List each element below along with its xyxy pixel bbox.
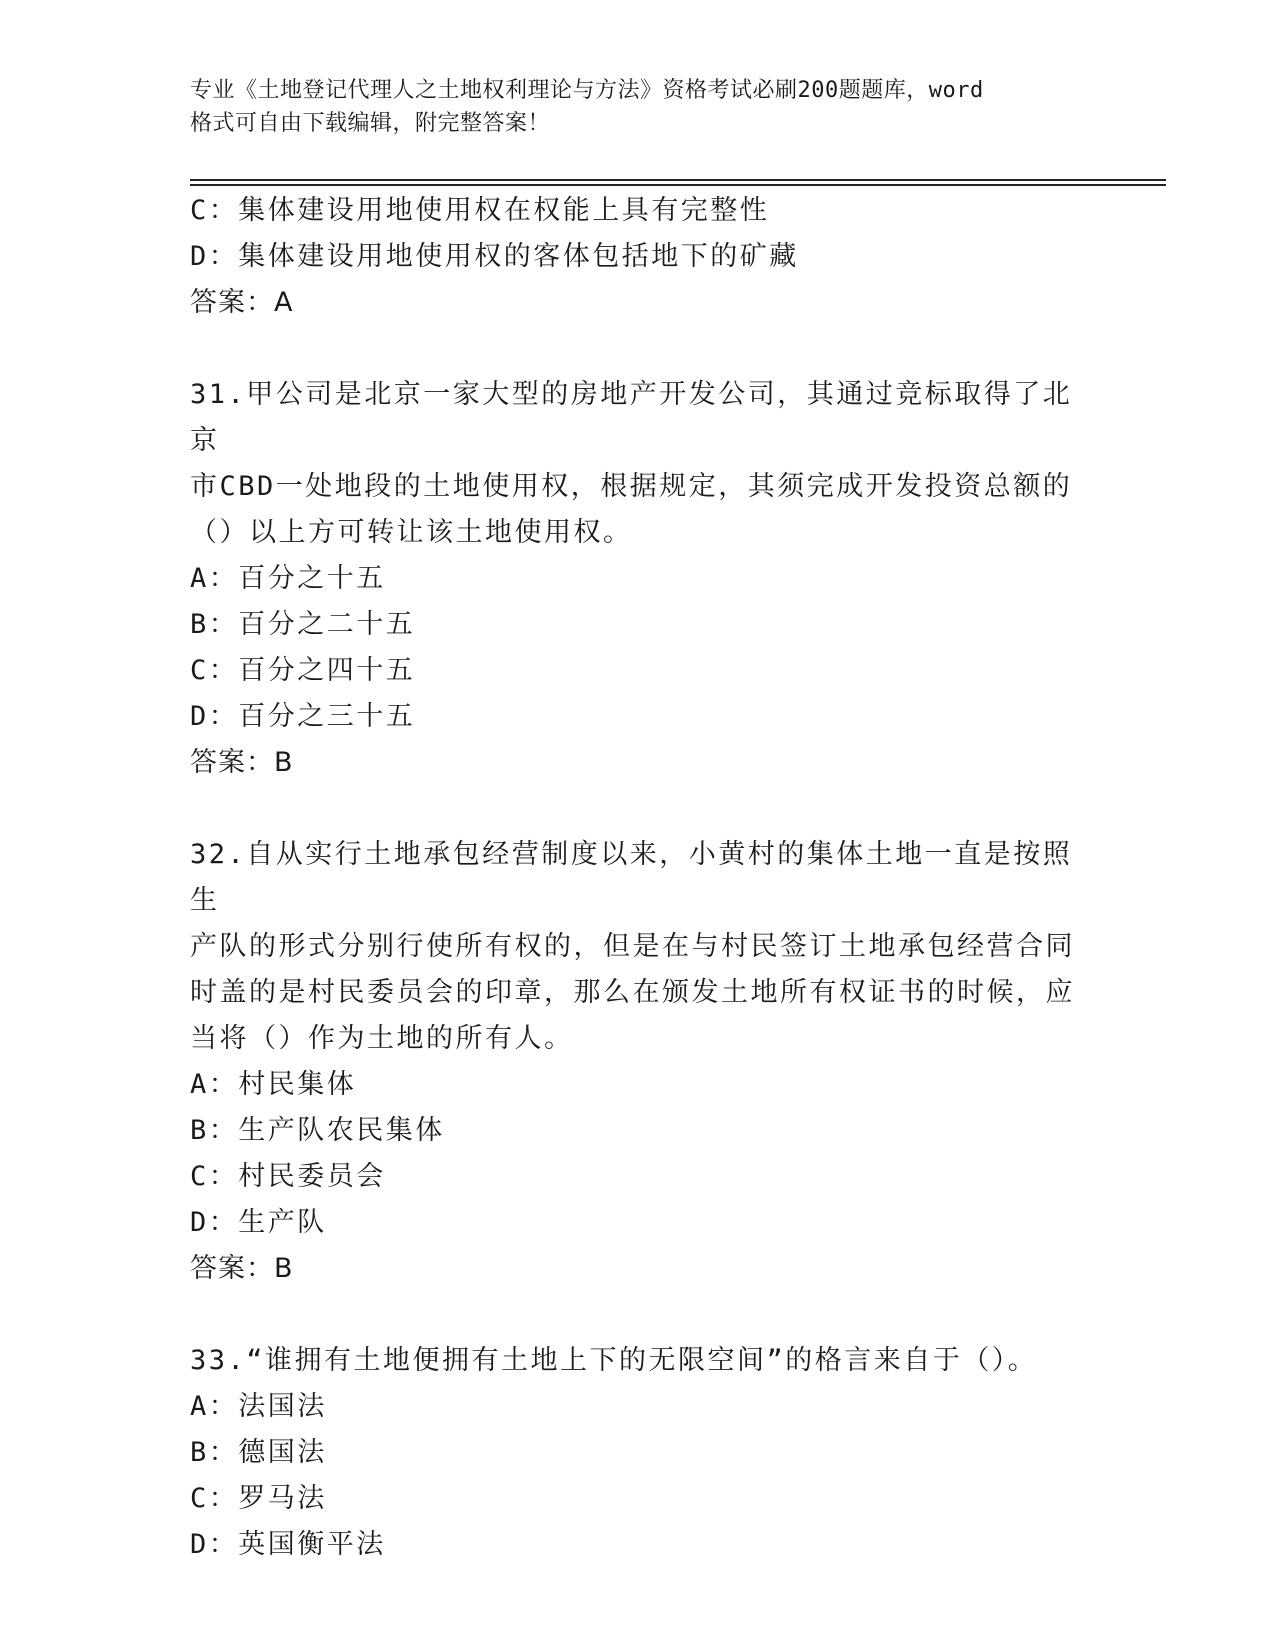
- question-stem-line: 市CBD一处地段的土地使用权，根据规定，其须完成开发投资总额的: [190, 471, 1073, 502]
- option-c: C：村民委员会: [190, 1161, 386, 1192]
- question-stem-line: 时盖的是村民委员会的印章，那么在颁发土地所有权证书的时候，应: [190, 977, 1075, 1008]
- spacer: [190, 786, 1090, 832]
- question-stem-line: 33.“谁拥有土地便拥有土地上下的无限空间”的格言来自于（）。: [190, 1345, 1038, 1376]
- question-31: [190, 372, 1090, 786]
- option-d: D：英国衡平法: [190, 1529, 386, 1560]
- spacer: [190, 326, 1090, 372]
- option-b: B：生产队农民集体: [190, 1115, 445, 1146]
- header-divider-top: [190, 179, 1166, 181]
- option-d: D：生产队: [190, 1207, 327, 1238]
- question-33: [190, 1338, 1090, 1568]
- question-list: [190, 188, 1090, 1568]
- option-a: A：法国法: [190, 1391, 327, 1422]
- question-30-tail: [190, 188, 1090, 326]
- option-c: C：集体建设用地使用权在权能上具有完整性: [190, 195, 770, 226]
- option-b: B：德国法: [190, 1437, 327, 1468]
- question-stem-line: 当将（）作为土地的所有人。: [190, 1023, 574, 1054]
- option-a: A：村民集体: [190, 1069, 357, 1100]
- option-c: C：百分之四十五: [190, 655, 416, 686]
- answer: 答案：B: [190, 747, 294, 778]
- header-divider-bottom: [190, 184, 1166, 186]
- option-d: D：集体建设用地使用权的客体包括地下的矿藏: [190, 241, 799, 272]
- question-stem-line: （）以上方可转让该土地使用权。: [190, 517, 633, 548]
- header-line-1: 专业《土地登记代理人之土地权利理论与方法》资格考试必刷200题题库，word: [190, 78, 984, 103]
- option-c: C：罗马法: [190, 1483, 327, 1514]
- option-b: B：百分之二十五: [190, 609, 416, 640]
- header-line-2: 格式可自由下载编辑，附完整答案！: [190, 111, 551, 136]
- question-stem-line: 产队的形式分别行使所有权的，但是在与村民签订土地承包经营合同: [190, 931, 1075, 962]
- question-stem-line: 31.甲公司是北京一家大型的房地产开发公司，其通过竞标取得了北京: [190, 379, 1073, 456]
- option-d: D：百分之三十五: [190, 701, 416, 732]
- option-a: A：百分之十五: [190, 563, 386, 594]
- spacer: [190, 1292, 1090, 1338]
- question-stem-line: 32.自从实行土地承包经营制度以来，小黄村的集体土地一直是按照生: [190, 839, 1073, 916]
- answer: 答案：B: [190, 1253, 294, 1284]
- document-header: [190, 74, 1090, 140]
- answer: 答案：A: [190, 287, 294, 318]
- question-32: [190, 832, 1090, 1292]
